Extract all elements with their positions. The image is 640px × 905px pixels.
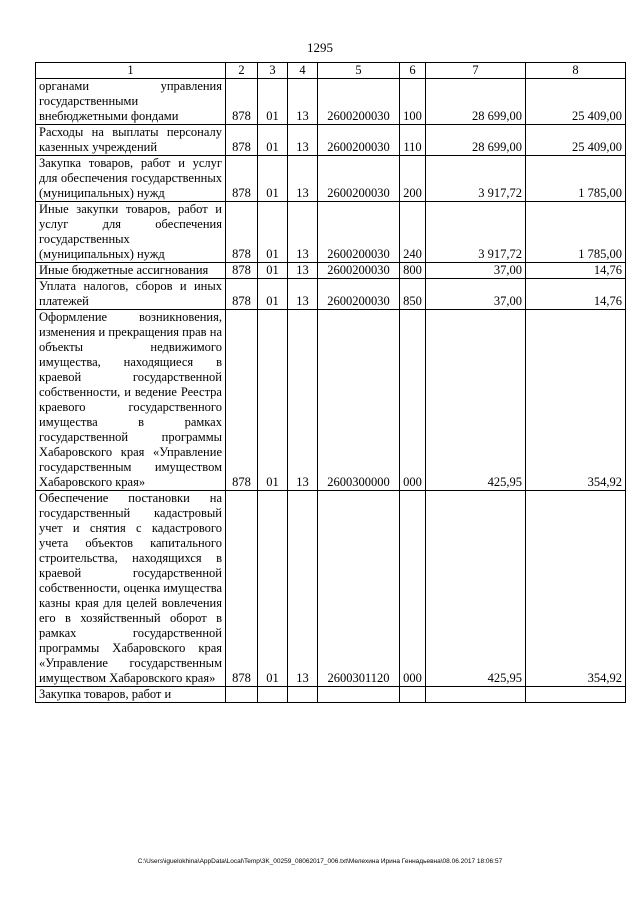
- expense-type-code: 110: [400, 125, 426, 156]
- page-number: 1295: [307, 40, 333, 55]
- section-code: [258, 687, 288, 703]
- subsection-code: 13: [288, 279, 318, 310]
- section-code: 01: [258, 310, 288, 491]
- amount-actual: 14,76: [526, 279, 626, 310]
- ministry-code: 878: [226, 310, 258, 491]
- expense-type-code: 800: [400, 263, 426, 279]
- row-description: Расходы на выплаты персоналу казенных учреждений: [36, 125, 226, 156]
- column-header: 1: [36, 63, 226, 79]
- ministry-code: 878: [226, 156, 258, 202]
- ministry-code: 878: [226, 279, 258, 310]
- target-article-code: 2600200030: [318, 125, 400, 156]
- amount-actual: 14,76: [526, 263, 626, 279]
- column-header: 2: [226, 63, 258, 79]
- target-article-code: 2600300000: [318, 310, 400, 491]
- table-row: [36, 125, 626, 156]
- amount-plan: 425,95: [426, 491, 526, 687]
- amount-plan: 37,00: [426, 263, 526, 279]
- subsection-code: 13: [288, 202, 318, 263]
- target-article-code: [318, 687, 400, 703]
- file-path-footer: C:\Users\iguelokhina\AppData\Local\Temp\3K_00259_08062017_006.txt\Мелехина Ирина Геннадьевна\08.06.2017 18:06:57: [137, 858, 503, 865]
- column-header: 5: [318, 63, 400, 79]
- amount-plan: [426, 687, 526, 703]
- subsection-code: 13: [288, 156, 318, 202]
- ministry-code: 878: [226, 79, 258, 125]
- target-article-code: 2600301120: [318, 491, 400, 687]
- row-description: Закупка товаров, работ и услуг для обеспечения государственных (муниципальных) нужд: [36, 156, 226, 202]
- column-header: 6: [400, 63, 426, 79]
- table-row: [36, 687, 626, 703]
- row-description: Иные бюджетные ассигнования: [36, 263, 226, 279]
- amount-actual: 1 785,00: [526, 156, 626, 202]
- header-row: [36, 63, 626, 79]
- row-description: Уплата налогов, сборов и иных платежей: [36, 279, 226, 310]
- column-header: 8: [526, 63, 626, 79]
- amount-actual: 25 409,00: [526, 125, 626, 156]
- section-code: 01: [258, 79, 288, 125]
- target-article-code: 2600200030: [318, 279, 400, 310]
- amount-actual: 1 785,00: [526, 202, 626, 263]
- section-code: 01: [258, 263, 288, 279]
- amount-actual: 354,92: [526, 491, 626, 687]
- table-row: [36, 79, 626, 125]
- amount-plan: 3 917,72: [426, 156, 526, 202]
- column-header: 4: [288, 63, 318, 79]
- target-article-code: 2600200030: [318, 202, 400, 263]
- subsection-code: 13: [288, 79, 318, 125]
- column-header: 7: [426, 63, 526, 79]
- amount-plan: 37,00: [426, 279, 526, 310]
- column-header: 3: [258, 63, 288, 79]
- section-code: 01: [258, 125, 288, 156]
- table-row: [36, 279, 626, 310]
- expense-type-code: 000: [400, 491, 426, 687]
- row-description: Обеспечение постановки на государственный кадастровый учет и снятия с кадастрового учета объектов капитального строительства, находящихся в краевой государственной собственности, оценка имущества казны края для целей вовлечения его в хозяйственный оборот в рамках государственной программы Хабаровского края «Управление государственным имуществом Хабаровского края»: [36, 491, 226, 687]
- section-code: 01: [258, 156, 288, 202]
- expense-type-code: 240: [400, 202, 426, 263]
- row-description: Оформление возникновения, изменения и прекращения прав на объекты недвижимого имущества, находящиеся в краевой государственной собственности, и ведение Реестра краевого государственного имущества в рамках государственной программы Хабаровского края «Управление государственным имуществом Хабаровского края»: [36, 310, 226, 491]
- target-article-code: 2600200030: [318, 263, 400, 279]
- amount-plan: 28 699,00: [426, 125, 526, 156]
- table-row: [36, 491, 626, 687]
- expense-type-code: 000: [400, 310, 426, 491]
- subsection-code: 13: [288, 125, 318, 156]
- subsection-code: 13: [288, 263, 318, 279]
- amount-plan: 3 917,72: [426, 202, 526, 263]
- expense-type-code: 850: [400, 279, 426, 310]
- ministry-code: 878: [226, 202, 258, 263]
- expense-type-code: 200: [400, 156, 426, 202]
- expense-type-code: 100: [400, 79, 426, 125]
- amount-actual: 25 409,00: [526, 79, 626, 125]
- ministry-code: [226, 687, 258, 703]
- subsection-code: [288, 687, 318, 703]
- ministry-code: 878: [226, 491, 258, 687]
- ministry-code: 878: [226, 263, 258, 279]
- amount-plan: 425,95: [426, 310, 526, 491]
- table-row: [36, 263, 626, 279]
- subsection-code: 13: [288, 310, 318, 491]
- amount-plan: 28 699,00: [426, 79, 526, 125]
- section-code: 01: [258, 279, 288, 310]
- target-article-code: 2600200030: [318, 156, 400, 202]
- row-description: Иные закупки товаров, работ и услуг для обеспечения государственных (муниципальных) нужд: [36, 202, 226, 263]
- table-row: [36, 310, 626, 491]
- amount-actual: 354,92: [526, 310, 626, 491]
- section-code: 01: [258, 491, 288, 687]
- table-row: [36, 202, 626, 263]
- table-row: [36, 156, 626, 202]
- subsection-code: 13: [288, 491, 318, 687]
- section-code: 01: [258, 202, 288, 263]
- budget-table: [35, 62, 626, 703]
- target-article-code: 2600200030: [318, 79, 400, 125]
- expense-type-code: [400, 687, 426, 703]
- row-description: органами управления государственными внебюджетными фондами: [36, 79, 226, 125]
- ministry-code: 878: [226, 125, 258, 156]
- amount-actual: [526, 687, 626, 703]
- row-description: Закупка товаров, работ и: [36, 687, 226, 703]
